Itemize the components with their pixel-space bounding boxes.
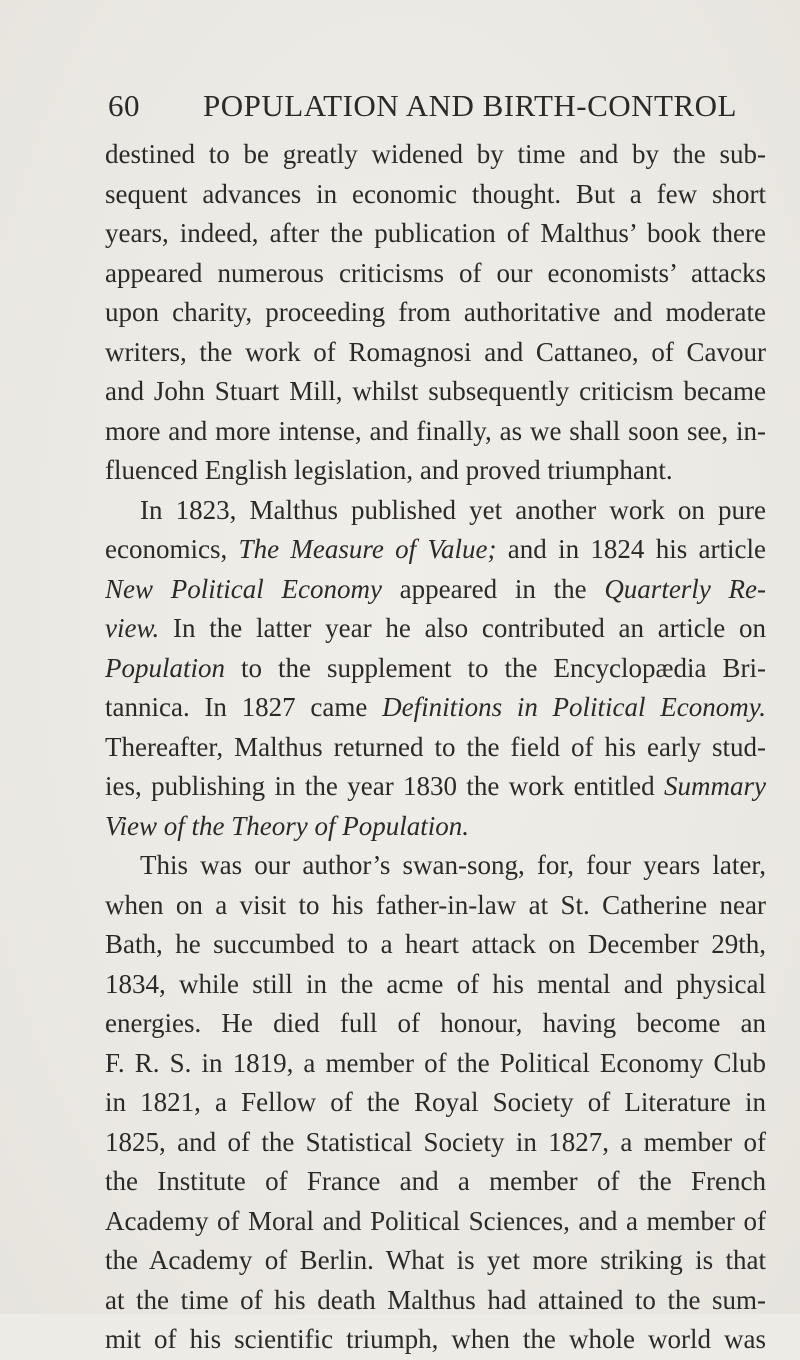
italic-title: view.	[105, 613, 160, 643]
text-line: Bath, he succumbed to a heart attack on December 29th,	[105, 929, 766, 959]
italic-title: Definitions in Political Economy.	[382, 692, 766, 722]
running-head	[108, 86, 737, 126]
text-line: mit of his scientific triumph, when the whole world was	[105, 1324, 766, 1354]
text-line: more and more intense, and finally, as we shall soon see, in-	[105, 415, 766, 446]
text-line: the Institute of France and a member of the French	[105, 1166, 766, 1196]
text-line: New Political Economy appeared in the Quarterly Re-	[105, 573, 766, 604]
text-line: destined to be greatly widened by time and by the sub-	[105, 139, 766, 169]
running-title: POPULATION AND BIRTH-CONTROL	[203, 88, 737, 123]
text-line: tannica. In 1827 came Definitions in Political Economy.	[105, 692, 766, 722]
italic-title: The Measure of Value;	[238, 534, 497, 564]
paragraph-start-line: This was our author’s swan-song, for, four years later,	[140, 850, 766, 880]
text-line: economics, The Measure of Value; and in 1824 his article	[105, 534, 766, 564]
text-line: F. R. S. in 1819, a member of the Political Economy Club	[105, 1047, 766, 1078]
text-line: years, indeed, after the publication of Malthus’ book there	[105, 218, 766, 248]
text-line: the Academy of Berlin. What is yet more striking is that	[105, 1245, 766, 1275]
text-line: energies. He died full of honour, having become an	[105, 1008, 766, 1038]
text-line: at the time of his death Malthus had attained to the sum-	[105, 1284, 766, 1315]
page-number: 60	[108, 88, 140, 123]
text-line: 1825, and of the Statistical Society in 1827, a member of	[105, 1126, 766, 1157]
text-line: Population to the supplement to the Encyclopædia Bri-	[105, 652, 766, 683]
text-line: view. In the latter year he also contributed an article on	[105, 613, 766, 643]
paragraph-end-line	[105, 807, 766, 847]
text-line: in 1821, a Fellow of the Royal Society of Literature in	[105, 1087, 766, 1117]
text-line: Thereafter, Malthus returned to the field of his early stud-	[105, 731, 766, 762]
text-line: upon charity, proceeding from authoritative and moderate	[105, 297, 766, 327]
text-line: when on a visit to his father-in-law at St. Catherine near	[105, 889, 766, 920]
italic-title: Population	[105, 652, 225, 683]
paragraph-end-line: fluenced English legislation, and proved triumphant.	[105, 455, 673, 485]
italic-title: New Political Economy	[105, 573, 382, 604]
italic-title: Summary	[664, 771, 766, 801]
text-line: 1834, while still in the acme of his mental and physical	[105, 968, 766, 999]
text-line: appeared numerous criticisms of our economists’ attacks	[105, 257, 766, 288]
text-line: writers, the work of Romagnosi and Cattaneo, of Cavour	[105, 336, 766, 367]
italic-title: View of the Theory of Population.	[105, 810, 469, 841]
text-line: ies, publishing in the year 1830 the work entitled Summary	[105, 771, 766, 801]
text-line: and John Stuart Mill, whilst subsequently criticism became	[105, 376, 766, 406]
italic-title: Quarterly Re-	[604, 573, 766, 604]
text-line: Academy of Moral and Political Sciences, and a member of	[105, 1205, 766, 1236]
paragraph-start-line: In 1823, Malthus published yet another work on pure	[140, 494, 766, 525]
text-line: sequent advances in economic thought. But a few short	[105, 178, 766, 209]
body-text	[105, 135, 766, 1360]
